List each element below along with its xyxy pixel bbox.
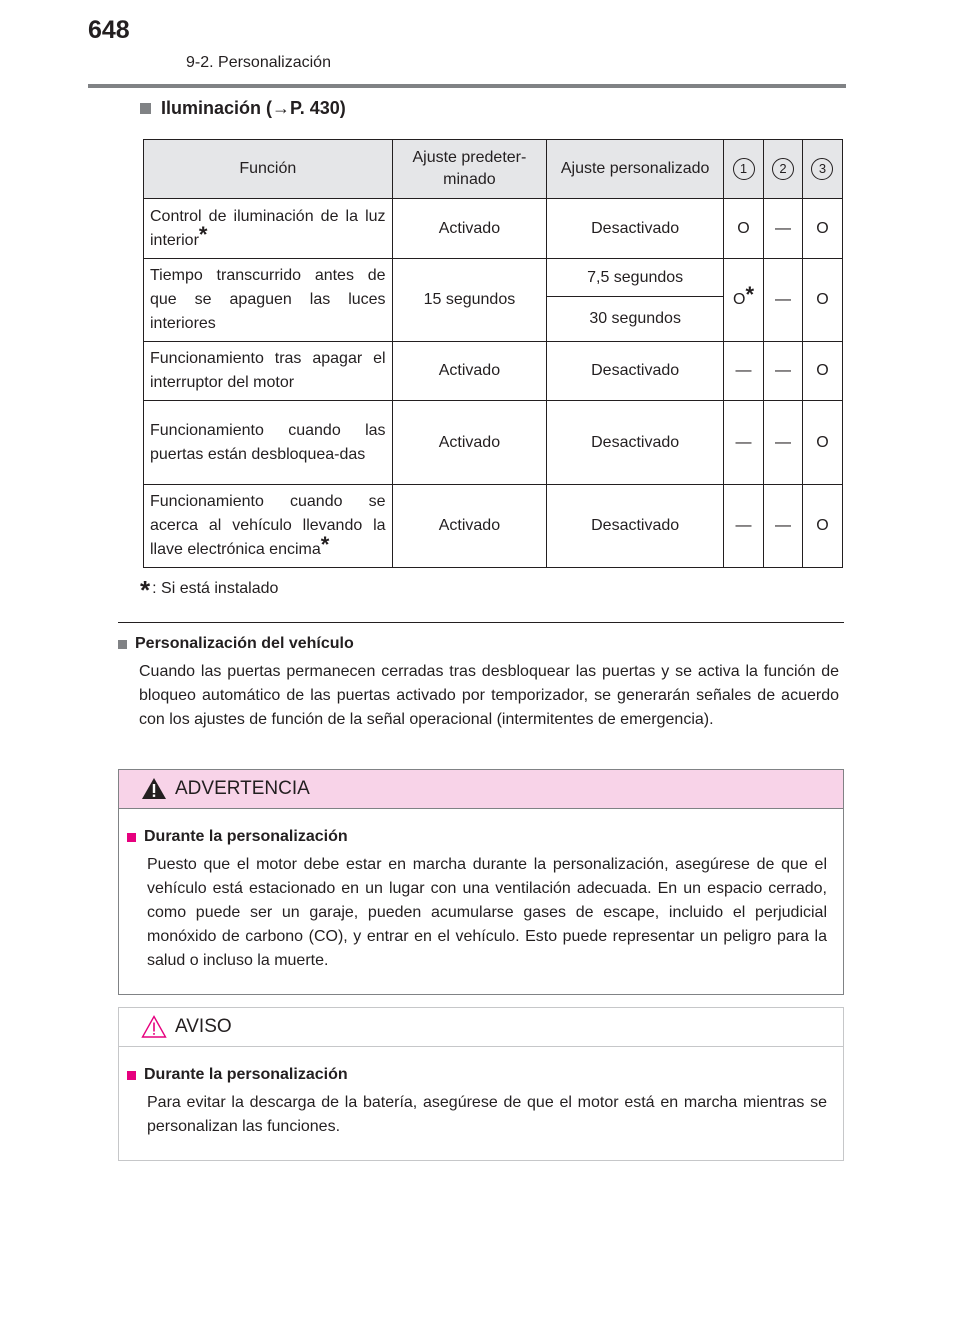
col1-cell: — bbox=[724, 342, 764, 401]
table-row bbox=[144, 199, 843, 259]
function-cell: Control de iluminación de la luz interior* bbox=[144, 199, 393, 259]
default-cell: Activado bbox=[392, 199, 547, 259]
section-heading bbox=[140, 98, 346, 119]
col2-cell: — bbox=[763, 401, 802, 485]
custom-cell: Desactivado bbox=[547, 485, 724, 568]
notice-label: AVISO bbox=[175, 1016, 232, 1037]
info-body: Cuando las puertas permanecen cerradas tras desbloquear las puertas y se activa la función de bloqueo automático de las puertas activado por temporizador, se generarán señales de acuerdo con los ajustes de función de la señal operacional (intermitentes de emergencia). bbox=[139, 663, 839, 728]
col1-cell: — bbox=[724, 485, 764, 568]
circled-number-2-icon: 2 bbox=[772, 158, 794, 180]
notice-subheading bbox=[127, 1066, 348, 1084]
table-header-row bbox=[144, 140, 843, 199]
function-cell: Funcionamiento tras apagar el interruptor del motor bbox=[144, 342, 393, 401]
custom-cell: Desactivado bbox=[547, 199, 724, 259]
header-function: Función bbox=[144, 140, 393, 199]
asterisk-mark: * bbox=[745, 281, 754, 307]
default-cell: Activado bbox=[392, 342, 547, 401]
col1-cell: — bbox=[724, 401, 764, 485]
col2-cell: — bbox=[763, 342, 802, 401]
col2-cell: — bbox=[763, 199, 802, 259]
custom-cell: Desactivado bbox=[547, 401, 724, 485]
circled-number-3-icon: 3 bbox=[811, 158, 833, 180]
warning-body: Puesto que el motor debe estar en marcha durante la personalización, asegúrese de que el vehículo está estacionado en un lugar con una ventilación adecuada. En un espacio cerrado, como puede ser un garaje, pueden acumularse gases de escape, incluido el perjudicial monóxido de carbono (CO), y entrar en el vehículo. Esto puede representar un peligro para la salud o incluso la muerte. bbox=[147, 856, 827, 969]
col3-cell: O bbox=[802, 342, 842, 401]
header-col-2 bbox=[763, 140, 802, 199]
header-default: Ajuste predeter-minado bbox=[392, 140, 547, 199]
footnote bbox=[140, 575, 278, 606]
square-bullet-icon bbox=[127, 833, 136, 842]
col2-cell: — bbox=[763, 259, 802, 342]
footnote-asterisk: * bbox=[140, 575, 151, 605]
custom-cell: 30 segundos bbox=[547, 297, 724, 342]
function-cell: Tiempo transcurrido antes de que se apaguen las luces interiores bbox=[144, 259, 393, 342]
header-col-1 bbox=[724, 140, 764, 199]
col2-cell: — bbox=[763, 485, 802, 568]
chapter-title: 9-2. Personalización bbox=[186, 54, 331, 71]
col1-cell: O* bbox=[724, 259, 764, 342]
function-cell: Funcionamiento cuando se acerca al vehículo llevando la llave electrónica encima* bbox=[144, 485, 393, 568]
col3-cell: O bbox=[802, 401, 842, 485]
warning-subheading bbox=[127, 828, 348, 846]
square-bullet-icon bbox=[140, 103, 151, 114]
warning-header bbox=[119, 770, 843, 809]
caution-triangle-outline-icon bbox=[141, 1015, 167, 1043]
info-heading bbox=[118, 635, 354, 653]
circled-number-1-icon: 1 bbox=[733, 158, 755, 180]
col3-cell: O bbox=[802, 259, 842, 342]
custom-cell: Desactivado bbox=[547, 342, 724, 401]
warning-title: Durante la personalización bbox=[144, 828, 348, 845]
header-custom: Ajuste personalizado bbox=[547, 140, 724, 199]
footnote-text: : Si está instalado bbox=[152, 580, 279, 597]
page-number: 648 bbox=[88, 16, 130, 44]
section-title: Iluminación (→P. 430) bbox=[161, 98, 346, 118]
default-cell: Activado bbox=[392, 401, 547, 485]
notice-title: Durante la personalización bbox=[144, 1066, 348, 1083]
header-divider bbox=[88, 84, 846, 88]
notice-header bbox=[119, 1008, 843, 1047]
warning-box bbox=[118, 769, 844, 995]
warning-triangle-icon bbox=[141, 777, 167, 805]
table-row bbox=[144, 342, 843, 401]
asterisk-mark: * bbox=[198, 222, 208, 248]
table-row bbox=[144, 485, 843, 568]
notice-body: Para evitar la descarga de la batería, asegúrese de que el motor está en marcha mientras se personalizan las funciones. bbox=[147, 1094, 827, 1135]
table-row bbox=[144, 401, 843, 485]
table-row bbox=[144, 259, 843, 297]
notice-box bbox=[118, 1007, 844, 1161]
info-title: Personalización del vehículo bbox=[135, 635, 354, 652]
square-bullet-icon bbox=[118, 640, 127, 649]
default-cell: Activado bbox=[392, 485, 547, 568]
custom-cell: 7,5 segundos bbox=[547, 259, 724, 297]
warning-label: ADVERTENCIA bbox=[175, 778, 310, 799]
col3-cell: O bbox=[802, 485, 842, 568]
default-cell: 15 segundos bbox=[392, 259, 547, 342]
col3-cell: O bbox=[802, 199, 842, 259]
col1-cell: O bbox=[724, 199, 764, 259]
square-bullet-icon bbox=[127, 1071, 136, 1080]
function-cell: Funcionamiento cuando las puertas están desbloquea-das bbox=[144, 401, 393, 485]
settings-table bbox=[143, 139, 843, 568]
header-col-3 bbox=[802, 140, 842, 199]
asterisk-mark: * bbox=[320, 531, 330, 557]
section-divider bbox=[118, 622, 844, 623]
